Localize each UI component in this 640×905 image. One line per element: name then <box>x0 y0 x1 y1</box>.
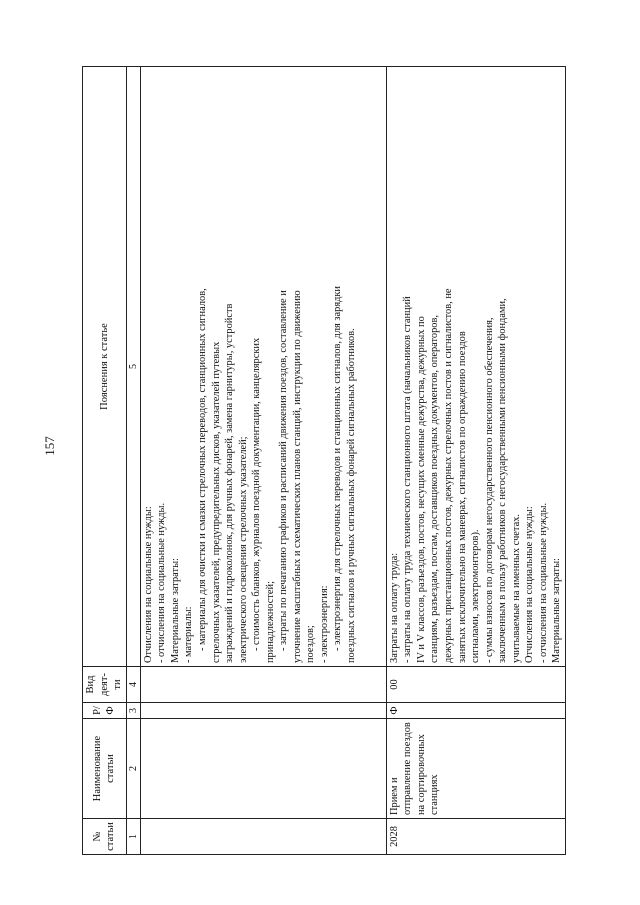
item-number-cell <box>140 819 386 855</box>
explanation-line: Материальные затраты: <box>169 558 181 663</box>
item-number-cell: 2028 <box>386 819 565 855</box>
explanation-line: уточнение масштабных и схематических планов станций, инструкции по движению <box>291 290 303 663</box>
item-name-cell <box>140 719 386 819</box>
explanation-line: заключенным в пользу работников с негосударственными пенсионными фондами, <box>497 298 509 663</box>
column-number-row <box>126 67 140 855</box>
column-number: 1 <box>126 819 140 855</box>
explanation-line: - затраты на оплату труда технического станционного штата (начальников станций <box>402 296 414 663</box>
explanation-line: станциям, разъездам, постам, доставщиков поездных документов, операторов, <box>429 315 441 663</box>
column-number: 3 <box>126 703 140 719</box>
explanation-line: - суммы взносов по договорам негосударственного пенсионного обеспечения, <box>483 317 495 663</box>
explanation-line: принадлежностей; <box>264 581 276 663</box>
explanation-line: Материальные затраты: <box>551 558 563 663</box>
table-row <box>386 67 565 855</box>
rotated-sheet <box>82 67 563 855</box>
header-activity-type: Вид деят-ти <box>83 667 127 703</box>
column-number: 4 <box>126 667 140 703</box>
explanation-line: - стоимость бланков, журналов поездной документации, канцелярских <box>251 337 263 651</box>
explanation-line: - электроэнергия для стрелочных переводов и станционных сигналов, для зарядки <box>332 286 344 651</box>
explanation-line: дежурных пристанционных постов, дежурных стрелочных постов и сигналистов, не <box>442 288 454 663</box>
explanation-line: поездов; <box>305 625 317 663</box>
header-rf: Р/ Ф <box>83 703 127 719</box>
cost-items-table <box>82 66 566 855</box>
explanation-line: - отчисления на социальные нужды. <box>537 502 549 663</box>
explanation-line: учитываемые на именных счетах. <box>510 514 522 663</box>
explanation-line: Затраты на оплату труда: <box>388 552 400 663</box>
explanation-cell <box>140 67 386 667</box>
column-number: 2 <box>126 719 140 819</box>
explanation-line: IV и V классов, разъездов, постов, несущих сменные дежурства, дежурных по <box>415 316 427 663</box>
explanation-line: - затраты по печатанию графиков и расписаний движения поездов, составление и <box>278 290 290 651</box>
column-number: 5 <box>126 67 140 667</box>
explanation-line: занятых исключительно на маневрах, сигналистов по ограждению поездов <box>456 331 468 663</box>
header-row <box>83 67 127 855</box>
item-name-cell: Прием и отправление поездов на сортировочных станциях <box>386 719 565 819</box>
page-number: 157 <box>42 436 57 456</box>
explanation-line: стрелочных указателей, предупредительных дисков, указателей путевых <box>210 341 222 663</box>
explanation-line: Отчисления на социальные нужды: <box>524 506 536 663</box>
explanation-line: электрического освещения стрелочных указателей; <box>237 436 249 663</box>
activity-type-cell <box>140 667 386 703</box>
explanation-cell <box>386 67 565 667</box>
rf-cell: Ф <box>386 703 565 719</box>
explanation-line: - электроэнергия: <box>318 585 330 663</box>
explanation-line: Отчисления на социальные нужды: <box>142 506 154 663</box>
explanation-line: сигналами, электромонтеров). <box>470 529 482 663</box>
header-explanation: Пояснения к статье <box>83 67 127 667</box>
explanation-line: - материалы: <box>183 606 195 663</box>
explanation-line: - отчисления на социальные нужды. <box>156 502 168 663</box>
rf-cell <box>140 703 386 719</box>
explanation-line: поездных сигналов и ручных сигнальных фонарей сигнальных работников. <box>345 328 357 663</box>
header-item-number: № статьи <box>83 819 127 855</box>
table-row <box>140 67 386 855</box>
activity-type-cell: 00 <box>386 667 565 703</box>
header-item-name: Наименование статьи <box>83 719 127 819</box>
explanation-line: - материалы для очистки и смазки стрелочных переводов, станционных сигналов, <box>196 288 208 651</box>
explanation-line: заграждений и гидроколонок, для ручных фонарей, замена гарнитуры, устройств <box>224 303 236 663</box>
